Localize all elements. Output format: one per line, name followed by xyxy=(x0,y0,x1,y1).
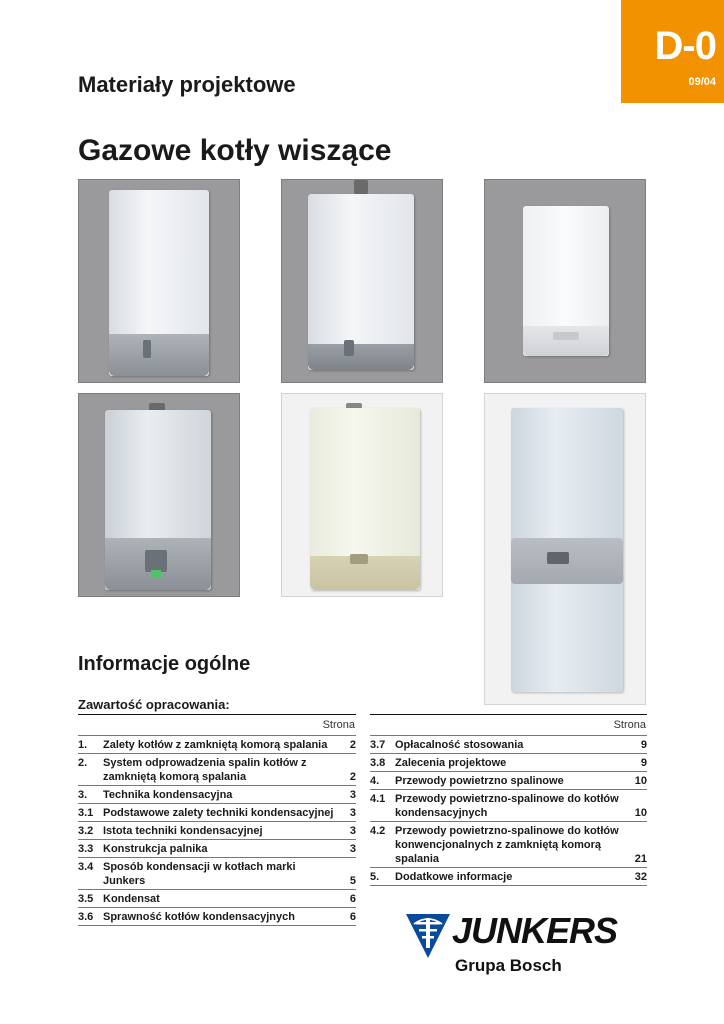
entry-title: Zalecenia projektowe xyxy=(395,757,507,769)
entry-page: 10 xyxy=(634,775,647,787)
boiler-image xyxy=(105,410,211,590)
entry-page: 6 xyxy=(349,911,356,923)
contents-entry xyxy=(78,735,356,753)
entry-number: 3.4 xyxy=(78,861,94,873)
entry-number: 3.1 xyxy=(78,807,94,819)
brand-name: JUNKERS xyxy=(452,910,618,951)
contents-entry xyxy=(78,803,356,821)
entry-number: 5. xyxy=(370,871,380,883)
boiler-photo xyxy=(484,179,646,383)
entry-title: System odprowadzenia spalin kotłów z zamkniętą komorą spalania xyxy=(103,757,307,783)
contents-label: Zawartość opracowania: xyxy=(78,697,230,712)
entry-number: 2. xyxy=(78,757,88,769)
contents-entry xyxy=(78,821,356,839)
entry-title: Dodatkowe informacje xyxy=(395,871,513,883)
contents-entry xyxy=(370,735,647,753)
entry-number: 3.6 xyxy=(78,911,94,923)
entry-title: Zalety kotłów z zamkniętą komorą spalania xyxy=(103,739,328,751)
contents-entry xyxy=(78,785,356,803)
entry-page: 21 xyxy=(634,853,647,865)
page-title: Gazowe kotły wiszące xyxy=(78,134,392,167)
entry-title: Konstrukcja palnika xyxy=(103,843,208,855)
entry-title: Opłacalność stosowania xyxy=(395,739,524,751)
entry-number: 3.7 xyxy=(370,739,386,751)
contents-column-right xyxy=(370,714,647,886)
boiler-image xyxy=(511,408,623,692)
boiler-image xyxy=(310,408,420,590)
entry-page: 3 xyxy=(349,807,356,819)
page-subtitle: Materiały projektowe xyxy=(78,72,296,97)
entry-number: 4.2 xyxy=(370,825,386,837)
document-date: 09/04 xyxy=(688,76,716,88)
contents-entry xyxy=(78,857,356,889)
entry-page: 10 xyxy=(634,807,647,819)
entry-title: Przewody powietrzno-spalinowe do kotłów kondensacyjnych xyxy=(395,793,619,819)
boiler-photo xyxy=(281,393,443,597)
contents-entry xyxy=(370,771,647,789)
boiler-photo xyxy=(281,179,443,383)
entry-number: 1. xyxy=(78,739,88,751)
contents-entry xyxy=(78,753,356,785)
boiler-photo xyxy=(484,393,646,705)
entry-title: Przewody powietrzno-spalinowe do kotłów konwencjonalnych z zamkniętą komorą spalania xyxy=(395,825,619,865)
entry-title: Sprawność kotłów kondensacyjnych xyxy=(103,911,295,923)
entry-page: 32 xyxy=(634,871,647,883)
contents-column-left xyxy=(78,714,356,926)
contents-entry xyxy=(78,839,356,857)
boiler-photo xyxy=(78,393,240,597)
document-code-tab xyxy=(621,0,724,103)
page-column-label: Strona xyxy=(613,719,646,731)
page-column-label: Strona xyxy=(322,719,355,731)
section-heading: Informacje ogólne xyxy=(78,653,251,675)
entry-number: 4.1 xyxy=(370,793,386,805)
junkers-logo xyxy=(406,912,646,982)
junkers-emblem-icon xyxy=(406,912,450,960)
entry-number: 3.8 xyxy=(370,757,386,769)
entry-page: 9 xyxy=(640,739,647,751)
contents-entry xyxy=(370,789,647,821)
entry-page: 2 xyxy=(349,739,356,751)
flue-pipe-image xyxy=(354,180,368,194)
entry-page: 3 xyxy=(349,825,356,837)
boiler-photo xyxy=(78,179,240,383)
contents-entry xyxy=(370,867,647,886)
entry-title: Przewody powietrzno spalinowe xyxy=(395,775,564,787)
entry-title: Technika kondensacyjna xyxy=(103,789,233,801)
boiler-image xyxy=(308,194,414,370)
entry-page: 6 xyxy=(349,893,356,905)
entry-page: 9 xyxy=(640,757,647,769)
entry-title: Istota techniki kondensacyjnej xyxy=(103,825,263,837)
entry-number: 3.3 xyxy=(78,843,94,855)
contents-entry xyxy=(370,753,647,771)
entry-page: 5 xyxy=(349,875,356,887)
document-code: D-0 xyxy=(654,24,716,68)
entry-page: 2 xyxy=(349,771,356,783)
boiler-image xyxy=(109,190,209,376)
entry-number: 4. xyxy=(370,775,380,787)
entry-page: 3 xyxy=(349,789,356,801)
entry-number: 3.5 xyxy=(78,893,94,905)
entry-title: Podstawowe zalety techniki kondensacyjnej xyxy=(103,807,334,819)
boiler-image xyxy=(523,206,609,356)
entry-title: Sposób kondensacji w kotłach marki Junkers xyxy=(103,861,296,887)
contents-entry xyxy=(78,889,356,907)
contents-entry xyxy=(78,907,356,926)
entry-title: Kondensat xyxy=(103,893,160,905)
brand-group: Grupa Bosch xyxy=(455,956,562,975)
entry-number: 3.2 xyxy=(78,825,94,837)
contents-entry xyxy=(370,821,647,867)
entry-number: 3. xyxy=(78,789,88,801)
entry-page: 3 xyxy=(349,843,356,855)
